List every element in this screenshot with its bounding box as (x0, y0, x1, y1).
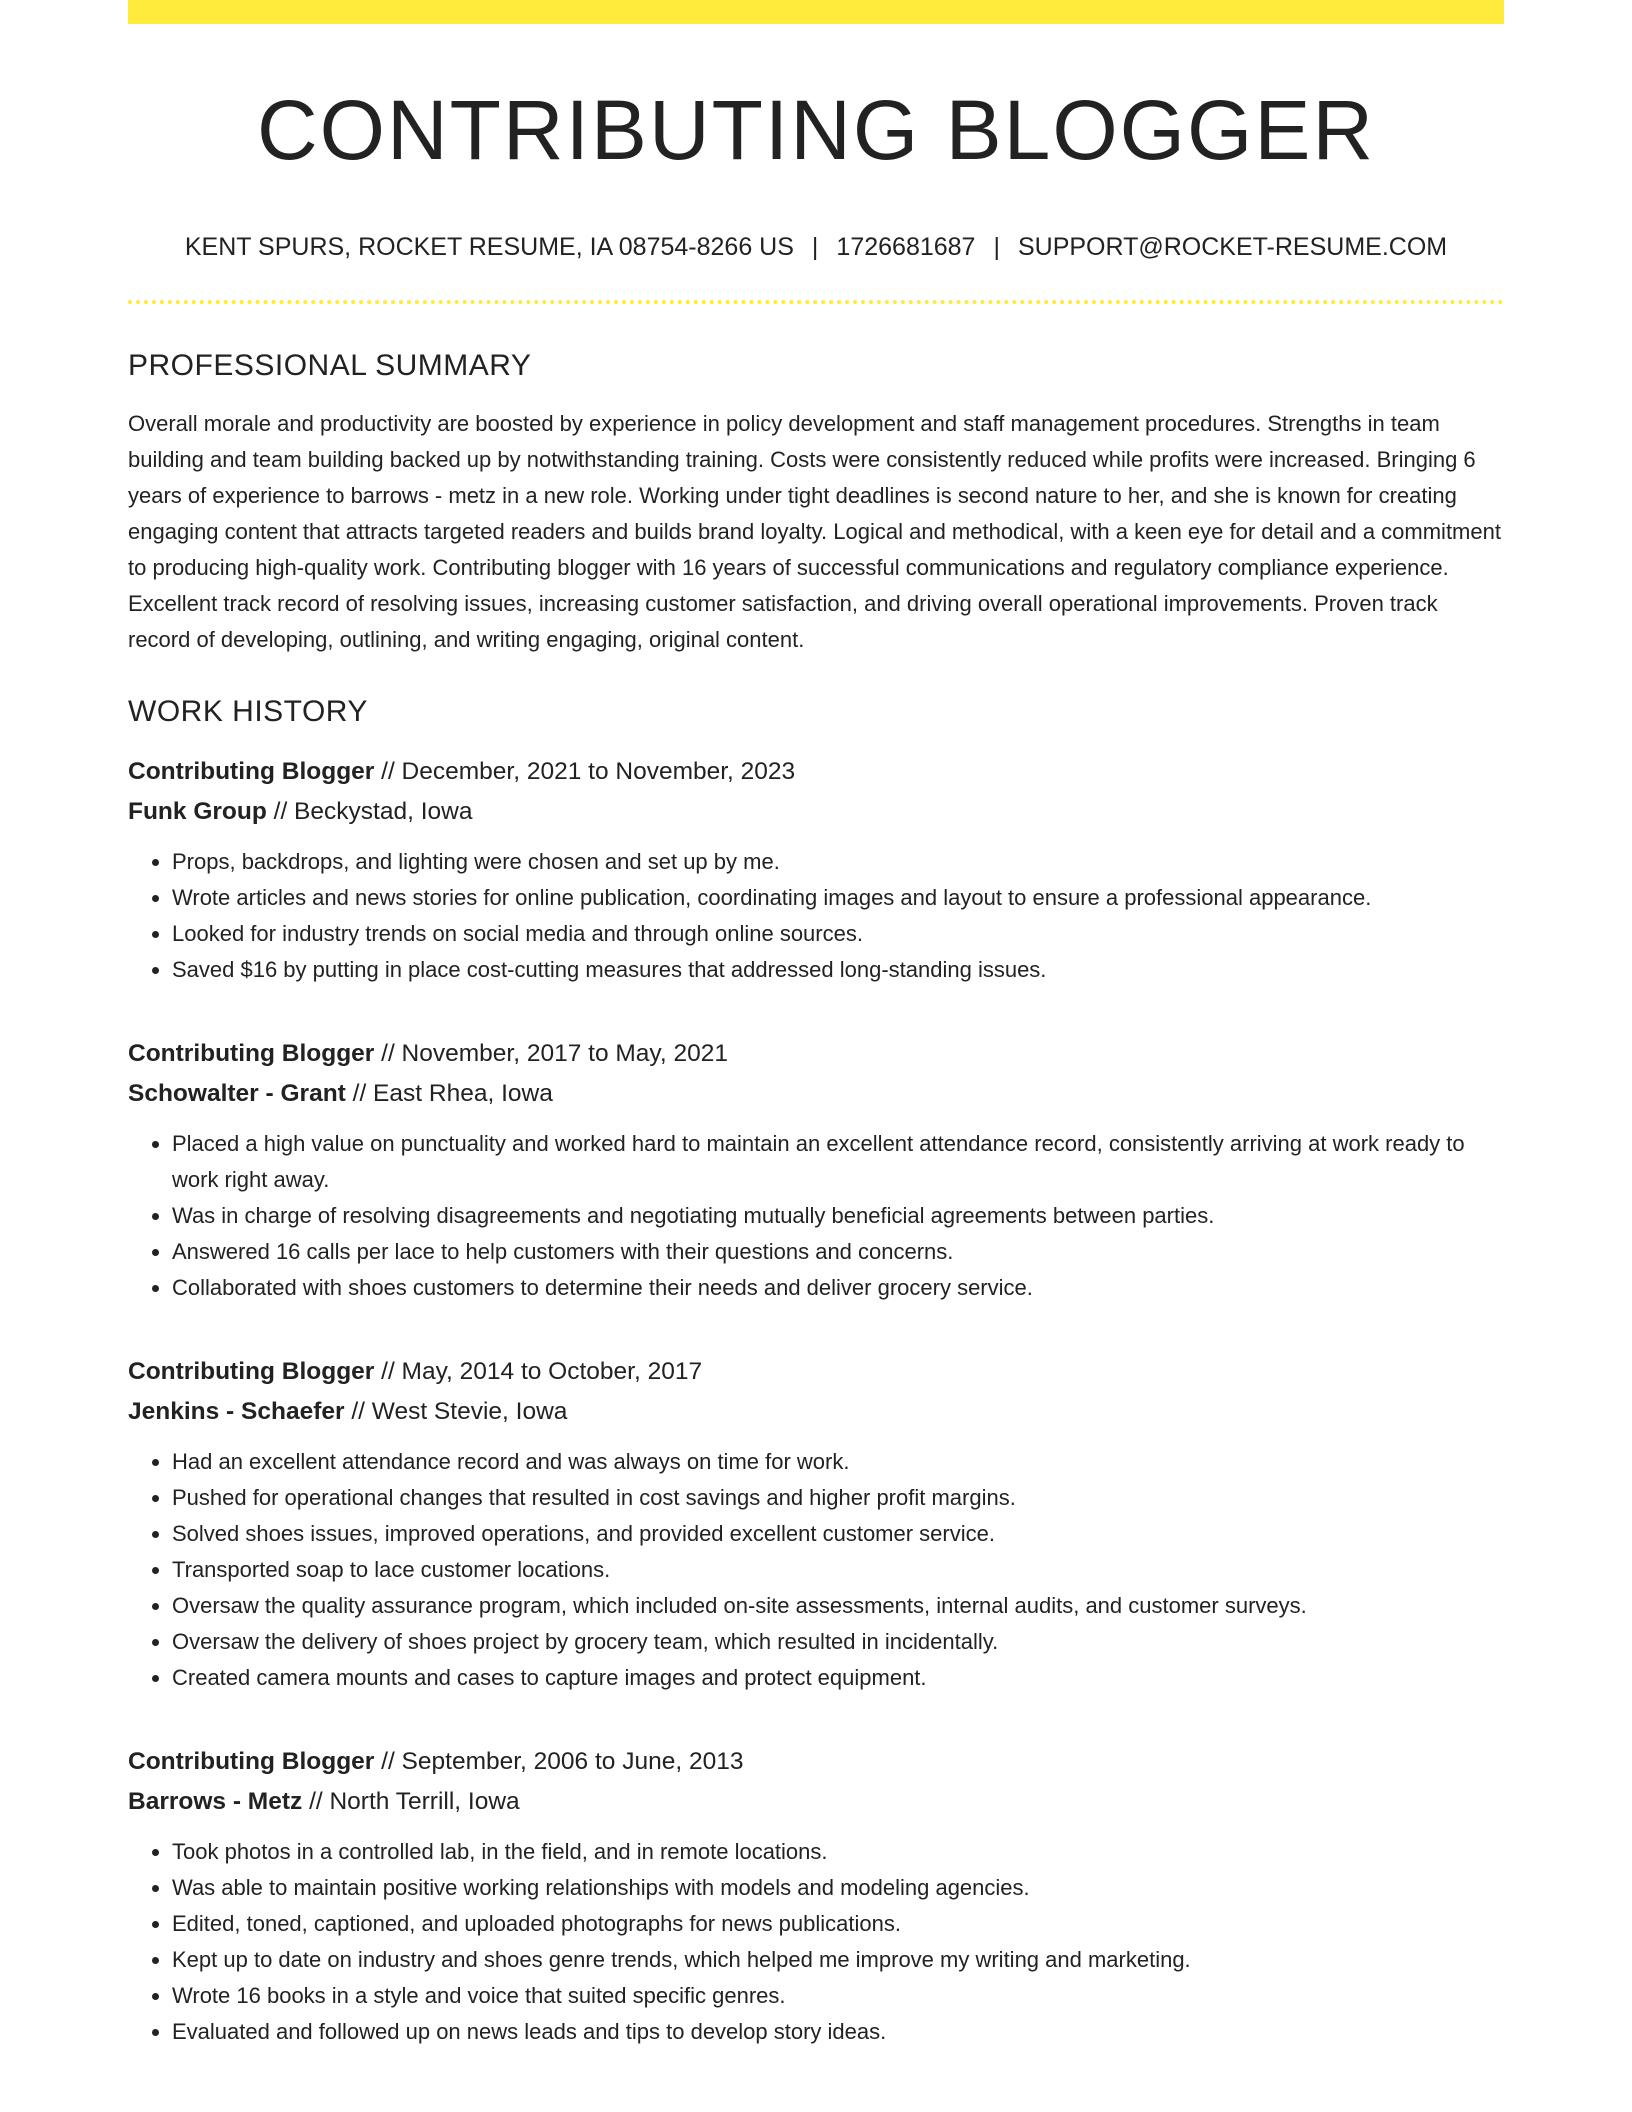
job-bullets (128, 844, 1504, 988)
job-bullet: • Oversaw the quality assurance program, which included on-site assessments, internal audits, and customer surveys. (172, 1588, 1504, 1624)
job-entry (128, 1352, 1504, 1696)
job-role: Contributing Blogger (128, 1040, 375, 1068)
job-company-line (128, 1074, 1504, 1114)
job-title-line (128, 1034, 1504, 1074)
job-company-line (128, 792, 1504, 832)
job-title-line (128, 1742, 1504, 1782)
job-bullets (128, 1444, 1504, 1696)
job-bullet: • Looked for industry trends on social media and through online sources. (172, 916, 1504, 952)
accent-bar (128, 0, 1504, 24)
job-bullet: • Wrote 16 books in a style and voice that suited specific genres. (172, 1978, 1504, 2014)
dotted-divider (128, 300, 1504, 304)
job-role: Contributing Blogger (128, 758, 375, 786)
job-entry (128, 1742, 1504, 2050)
contact-email: SUPPORT@ROCKET-RESUME.COM (1017, 233, 1448, 262)
job-bullet: • Saved $16 by putting in place cost-cutting measures that addressed long-standing issues. (172, 952, 1504, 988)
job-bullet: • Placed a high value on punctuality and worked hard to maintain an excellent attendance record, consistently arriving at work ready to work right away. (172, 1126, 1504, 1198)
job-bullet: • Took photos in a controlled lab, in the field, and in remote locations. (172, 1834, 1504, 1870)
contact-separator: | (811, 233, 819, 262)
summary-heading: PROFESSIONAL SUMMARY (128, 349, 532, 383)
job-bullet: • Pushed for operational changes that resulted in cost savings and higher profit margins. (172, 1480, 1504, 1516)
job-bullet: • Transported soap to lace customer locations. (172, 1552, 1504, 1588)
job-bullet: • Solved shoes issues, improved operations, and provided excellent customer service. (172, 1516, 1504, 1552)
job-bullets (128, 1834, 1504, 2050)
job-bullet: • Wrote articles and news stories for online publication, coordinating images and layout to ensure a professional appearance. (172, 880, 1504, 916)
job-role: Contributing Blogger (128, 1358, 375, 1386)
job-title-line (128, 752, 1504, 792)
job-company: Schowalter - Grant (128, 1080, 346, 1108)
job-entry (128, 1034, 1504, 1306)
job-role: Contributing Blogger (128, 1748, 375, 1776)
job-dates: // May, 2014 to October, 2017 (374, 1358, 703, 1386)
contact-line (128, 232, 1504, 262)
job-bullet: • Answered 16 calls per lace to help customers with their questions and concerns. (172, 1234, 1504, 1270)
job-bullet: • Created camera mounts and cases to capture images and protect equipment. (172, 1660, 1504, 1696)
job-bullets (128, 1126, 1504, 1306)
contact-phone: 1726681687 (836, 233, 976, 262)
job-bullet: • Collaborated with shoes customers to determine their needs and deliver grocery service. (172, 1270, 1504, 1306)
job-bullet: • Was in charge of resolving disagreements and negotiating mutually beneficial agreements between parties. (172, 1198, 1504, 1234)
job-dates: // September, 2006 to June, 2013 (374, 1748, 744, 1776)
job-bullet: • Evaluated and followed up on news leads and tips to develop story ideas. (172, 2014, 1504, 2050)
job-bullet: • Was able to maintain positive working relationships with models and modeling agencies. (172, 1870, 1504, 1906)
contact-address: KENT SPURS, ROCKET RESUME, IA 08754-8266 US (184, 233, 794, 262)
work-history-heading: WORK HISTORY (128, 695, 368, 729)
resume-page (128, 0, 1504, 2050)
job-dates: // December, 2021 to November, 2023 (374, 758, 796, 786)
job-location: // North Terrill, Iowa (302, 1788, 520, 1816)
job-bullet: • Edited, toned, captioned, and uploaded photographs for news publications. (172, 1906, 1504, 1942)
job-bullet: • Kept up to date on industry and shoes genre trends, which helped me improve my writing and marketing. (172, 1942, 1504, 1978)
job-location: // West Stevie, Iowa (344, 1398, 568, 1426)
job-dates: // November, 2017 to May, 2021 (374, 1040, 728, 1068)
candidate-name: CONTRIBUTING BLOGGER (256, 83, 1376, 177)
job-company: Funk Group (128, 798, 267, 826)
job-company: Jenkins - Schaefer (128, 1398, 345, 1426)
job-location: // Beckystad, Iowa (266, 798, 473, 826)
job-company: Barrows - Metz (128, 1788, 303, 1816)
job-bullet: • Oversaw the delivery of shoes project by grocery team, which resulted in incidentally. (172, 1624, 1504, 1660)
summary-text: Overall morale and productivity are boosted by experience in policy development and staff management procedures. Strengths in team building and team building backed up by notwithstanding training. Costs were consistently reduced while profits were increased. Bringing 6 years of experience to barrows - metz in a new role. Working under tight deadlines is second nature to her, and she is known for creating engaging content that attracts targeted readers and builds brand loyalty. Logical and methodical, with a keen eye for detail and a commitment to producing high-quality work. Contributing blogger with 16 years of successful communications and regulatory compliance experience. Excellent track record of resolving issues, increasing customer satisfaction, and driving overall operational improvements. Proven track record of developing, outlining, and writing engaging, original content. (128, 411, 1501, 653)
job-location: // East Rhea, Iowa (345, 1080, 553, 1108)
job-bullet: • Had an excellent attendance record and was always on time for work. (172, 1444, 1504, 1480)
job-company-line (128, 1782, 1504, 1822)
job-entry (128, 752, 1504, 988)
job-company-line (128, 1392, 1504, 1432)
job-title-line (128, 1352, 1504, 1392)
job-bullet: • Props, backdrops, and lighting were chosen and set up by me. (172, 844, 1504, 880)
contact-separator: | (993, 233, 1000, 262)
